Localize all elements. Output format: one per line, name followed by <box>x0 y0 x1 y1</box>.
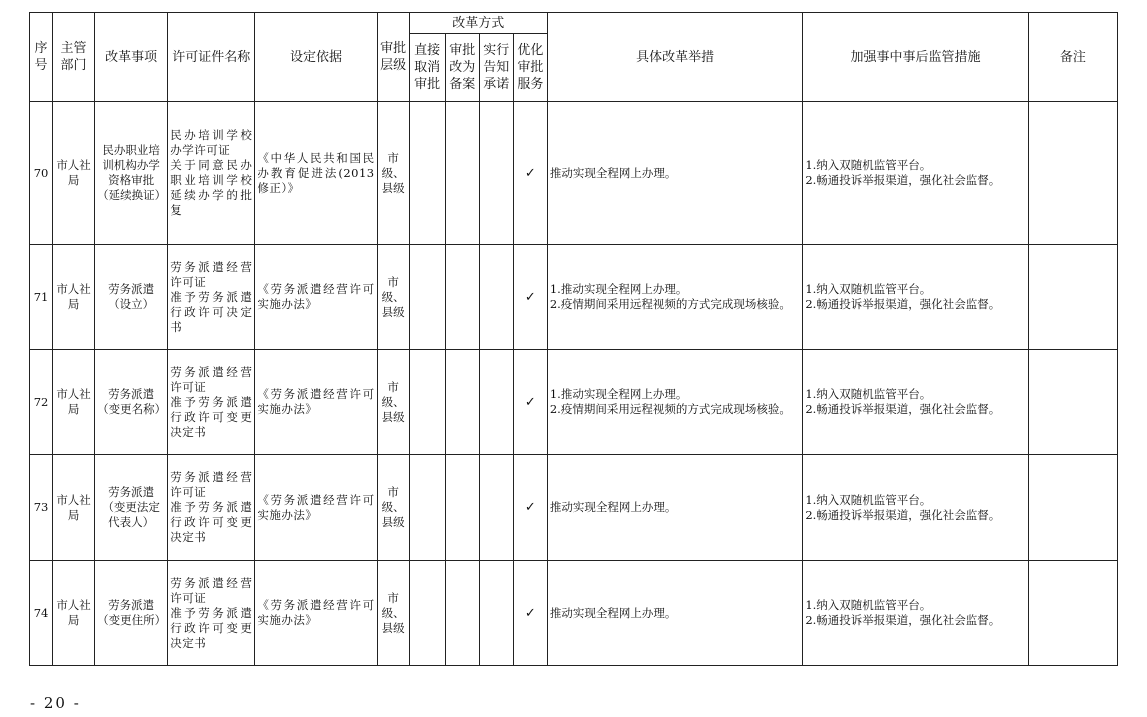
row-item: 劳务派遣（设立） <box>95 245 168 350</box>
row-method-commitment <box>479 245 513 350</box>
row-method-filing <box>445 102 479 245</box>
row-remarks <box>1028 455 1117 561</box>
table-row <box>30 350 1118 455</box>
row-remarks <box>1028 245 1117 350</box>
page-number: - 20 - <box>30 694 81 712</box>
row-license <box>168 455 255 561</box>
row-license-line: 准予劳务派遣行政许可变更决定书 <box>170 500 253 544</box>
row-method-filing <box>445 245 479 350</box>
row-seq: 72 <box>30 350 53 455</box>
header-method-filing: 审批改为备案 <box>445 34 479 102</box>
row-method-filing <box>445 350 479 455</box>
row-dept: 市人社局 <box>53 102 95 245</box>
table-body <box>30 102 1118 666</box>
header-method-commitment: 实行告知承诺 <box>479 34 513 102</box>
row-method-commitment <box>479 561 513 666</box>
row-method-optimize: ✓ <box>513 350 547 455</box>
row-license-line: 劳务派遣经营许可证 <box>170 364 253 394</box>
row-license-line: 民办培训学校办学许可证 <box>170 128 253 157</box>
header-item: 改革事项 <box>95 13 168 102</box>
row-method-filing <box>445 561 479 666</box>
row-item: 劳务派遣（变更名称） <box>95 350 168 455</box>
row-remarks <box>1028 350 1117 455</box>
header-dept: 主管部门 <box>53 13 95 102</box>
row-supervision <box>803 245 1028 350</box>
row-supervision-line: 1.纳入双随机监管平台。 <box>805 598 932 612</box>
row-supervision-line: 1.纳入双随机监管平台。 <box>805 387 932 401</box>
table-row <box>30 102 1118 245</box>
header-methods-group: 改革方式 <box>409 13 547 34</box>
row-basis: 《劳务派遣经营许可实施办法》 <box>255 350 377 455</box>
row-level: 市级、县级 <box>377 350 409 455</box>
row-item: 劳务派遣（变更法定代表人） <box>95 455 168 561</box>
row-license-line: 关于同意民办职业培训学校延续办学的批复 <box>170 158 253 217</box>
row-level: 市级、县级 <box>377 245 409 350</box>
row-measures: 推动实现全程网上办理。 <box>547 102 802 245</box>
row-level: 市级、县级 <box>377 455 409 561</box>
row-remarks <box>1028 561 1117 666</box>
row-license-line: 劳务派遣经营许可证 <box>170 575 253 605</box>
row-license <box>168 102 255 245</box>
row-supervision-line: 1.纳入双随机监管平台。 <box>805 158 932 172</box>
row-basis: 《中华人民共和国民办教育促进法(2013修正）》 <box>255 102 377 245</box>
row-seq: 73 <box>30 455 53 561</box>
row-method-optimize: ✓ <box>513 102 547 245</box>
row-measures <box>547 350 802 455</box>
row-remarks <box>1028 102 1117 245</box>
row-measures-line: 2.疫情期间采用远程视频的方式完成现场核验。 <box>549 297 791 311</box>
row-method-cancel <box>409 350 445 455</box>
row-method-cancel <box>409 245 445 350</box>
row-license <box>168 350 255 455</box>
row-item: 民办职业培训机构办学资格审批（延续换证） <box>95 102 168 245</box>
table-header <box>30 13 1118 102</box>
header-measures: 具体改革举措 <box>547 13 802 102</box>
row-level: 市级、县级 <box>377 561 409 666</box>
row-supervision <box>803 561 1028 666</box>
row-measures: 推动实现全程网上办理。 <box>547 561 802 666</box>
row-supervision-line: 2.畅通投诉举报渠道，强化社会监督。 <box>805 297 1001 311</box>
row-measures-line: 2.疫情期间采用远程视频的方式完成现场核验。 <box>549 402 791 416</box>
row-method-commitment <box>479 102 513 245</box>
row-license <box>168 245 255 350</box>
header-level: 审批层级 <box>377 13 409 102</box>
header-method-optimize: 优化审批服务 <box>513 34 547 102</box>
row-basis: 《劳务派遣经营许可实施办法》 <box>255 561 377 666</box>
row-license-line: 准予劳务派遣行政许可变更决定书 <box>170 605 253 650</box>
row-supervision-line: 2.畅通投诉举报渠道，强化社会监督。 <box>805 173 1001 187</box>
row-dept: 市人社局 <box>53 561 95 666</box>
header-license: 许可证件名称 <box>168 13 255 102</box>
row-license-line: 劳务派遣经营许可证 <box>170 259 253 289</box>
row-supervision <box>803 350 1028 455</box>
row-license-line: 准予劳务派遣行政许可变更决定书 <box>170 394 253 439</box>
header-remarks: 备注 <box>1028 13 1117 102</box>
row-method-optimize: ✓ <box>513 561 547 666</box>
row-method-cancel <box>409 455 445 561</box>
row-measures <box>547 245 802 350</box>
row-license-line: 劳务派遣经营许可证 <box>170 470 253 499</box>
row-measures-line: 1.推动实现全程网上办理。 <box>549 282 688 296</box>
row-method-cancel <box>409 561 445 666</box>
table-row <box>30 455 1118 561</box>
row-license <box>168 561 255 666</box>
row-seq: 71 <box>30 245 53 350</box>
row-measures: 推动实现全程网上办理。 <box>547 455 802 561</box>
table-row <box>30 561 1118 666</box>
row-basis: 《劳务派遣经营许可实施办法》 <box>255 245 377 350</box>
row-seq: 70 <box>30 102 53 245</box>
header-method-cancel: 直接取消审批 <box>409 34 445 102</box>
row-dept: 市人社局 <box>53 350 95 455</box>
row-supervision-line: 1.纳入双随机监管平台。 <box>805 282 932 296</box>
row-supervision-line: 1.纳入双随机监管平台。 <box>805 492 932 507</box>
row-supervision-line: 2.畅通投诉举报渠道，强化社会监督。 <box>805 402 1001 416</box>
header-seq: 序号 <box>30 13 53 102</box>
row-method-commitment <box>479 350 513 455</box>
row-basis: 《劳务派遣经营许可实施办法》 <box>255 455 377 561</box>
table-row <box>30 245 1118 350</box>
row-dept: 市人社局 <box>53 245 95 350</box>
row-method-filing <box>445 455 479 561</box>
row-supervision <box>803 102 1028 245</box>
header-supervision: 加强事中事后监管措施 <box>803 13 1028 102</box>
row-method-optimize: ✓ <box>513 455 547 561</box>
row-method-optimize: ✓ <box>513 245 547 350</box>
row-supervision <box>803 455 1028 561</box>
row-supervision-line: 2.畅通投诉举报渠道，强化社会监督。 <box>805 613 1001 627</box>
header-basis: 设定依据 <box>255 13 377 102</box>
row-level: 市级、县级 <box>377 102 409 245</box>
row-measures-line: 1.推动实现全程网上办理。 <box>549 387 688 401</box>
row-item: 劳务派遣（变更住所） <box>95 561 168 666</box>
row-seq: 74 <box>30 561 53 666</box>
row-supervision-line: 2.畅通投诉举报渠道，强化社会监督。 <box>805 507 1001 522</box>
row-method-commitment <box>479 455 513 561</box>
row-dept: 市人社局 <box>53 455 95 561</box>
reform-table <box>29 12 1118 666</box>
row-license-line: 准予劳务派遣行政许可决定书 <box>170 289 253 334</box>
row-method-cancel <box>409 102 445 245</box>
